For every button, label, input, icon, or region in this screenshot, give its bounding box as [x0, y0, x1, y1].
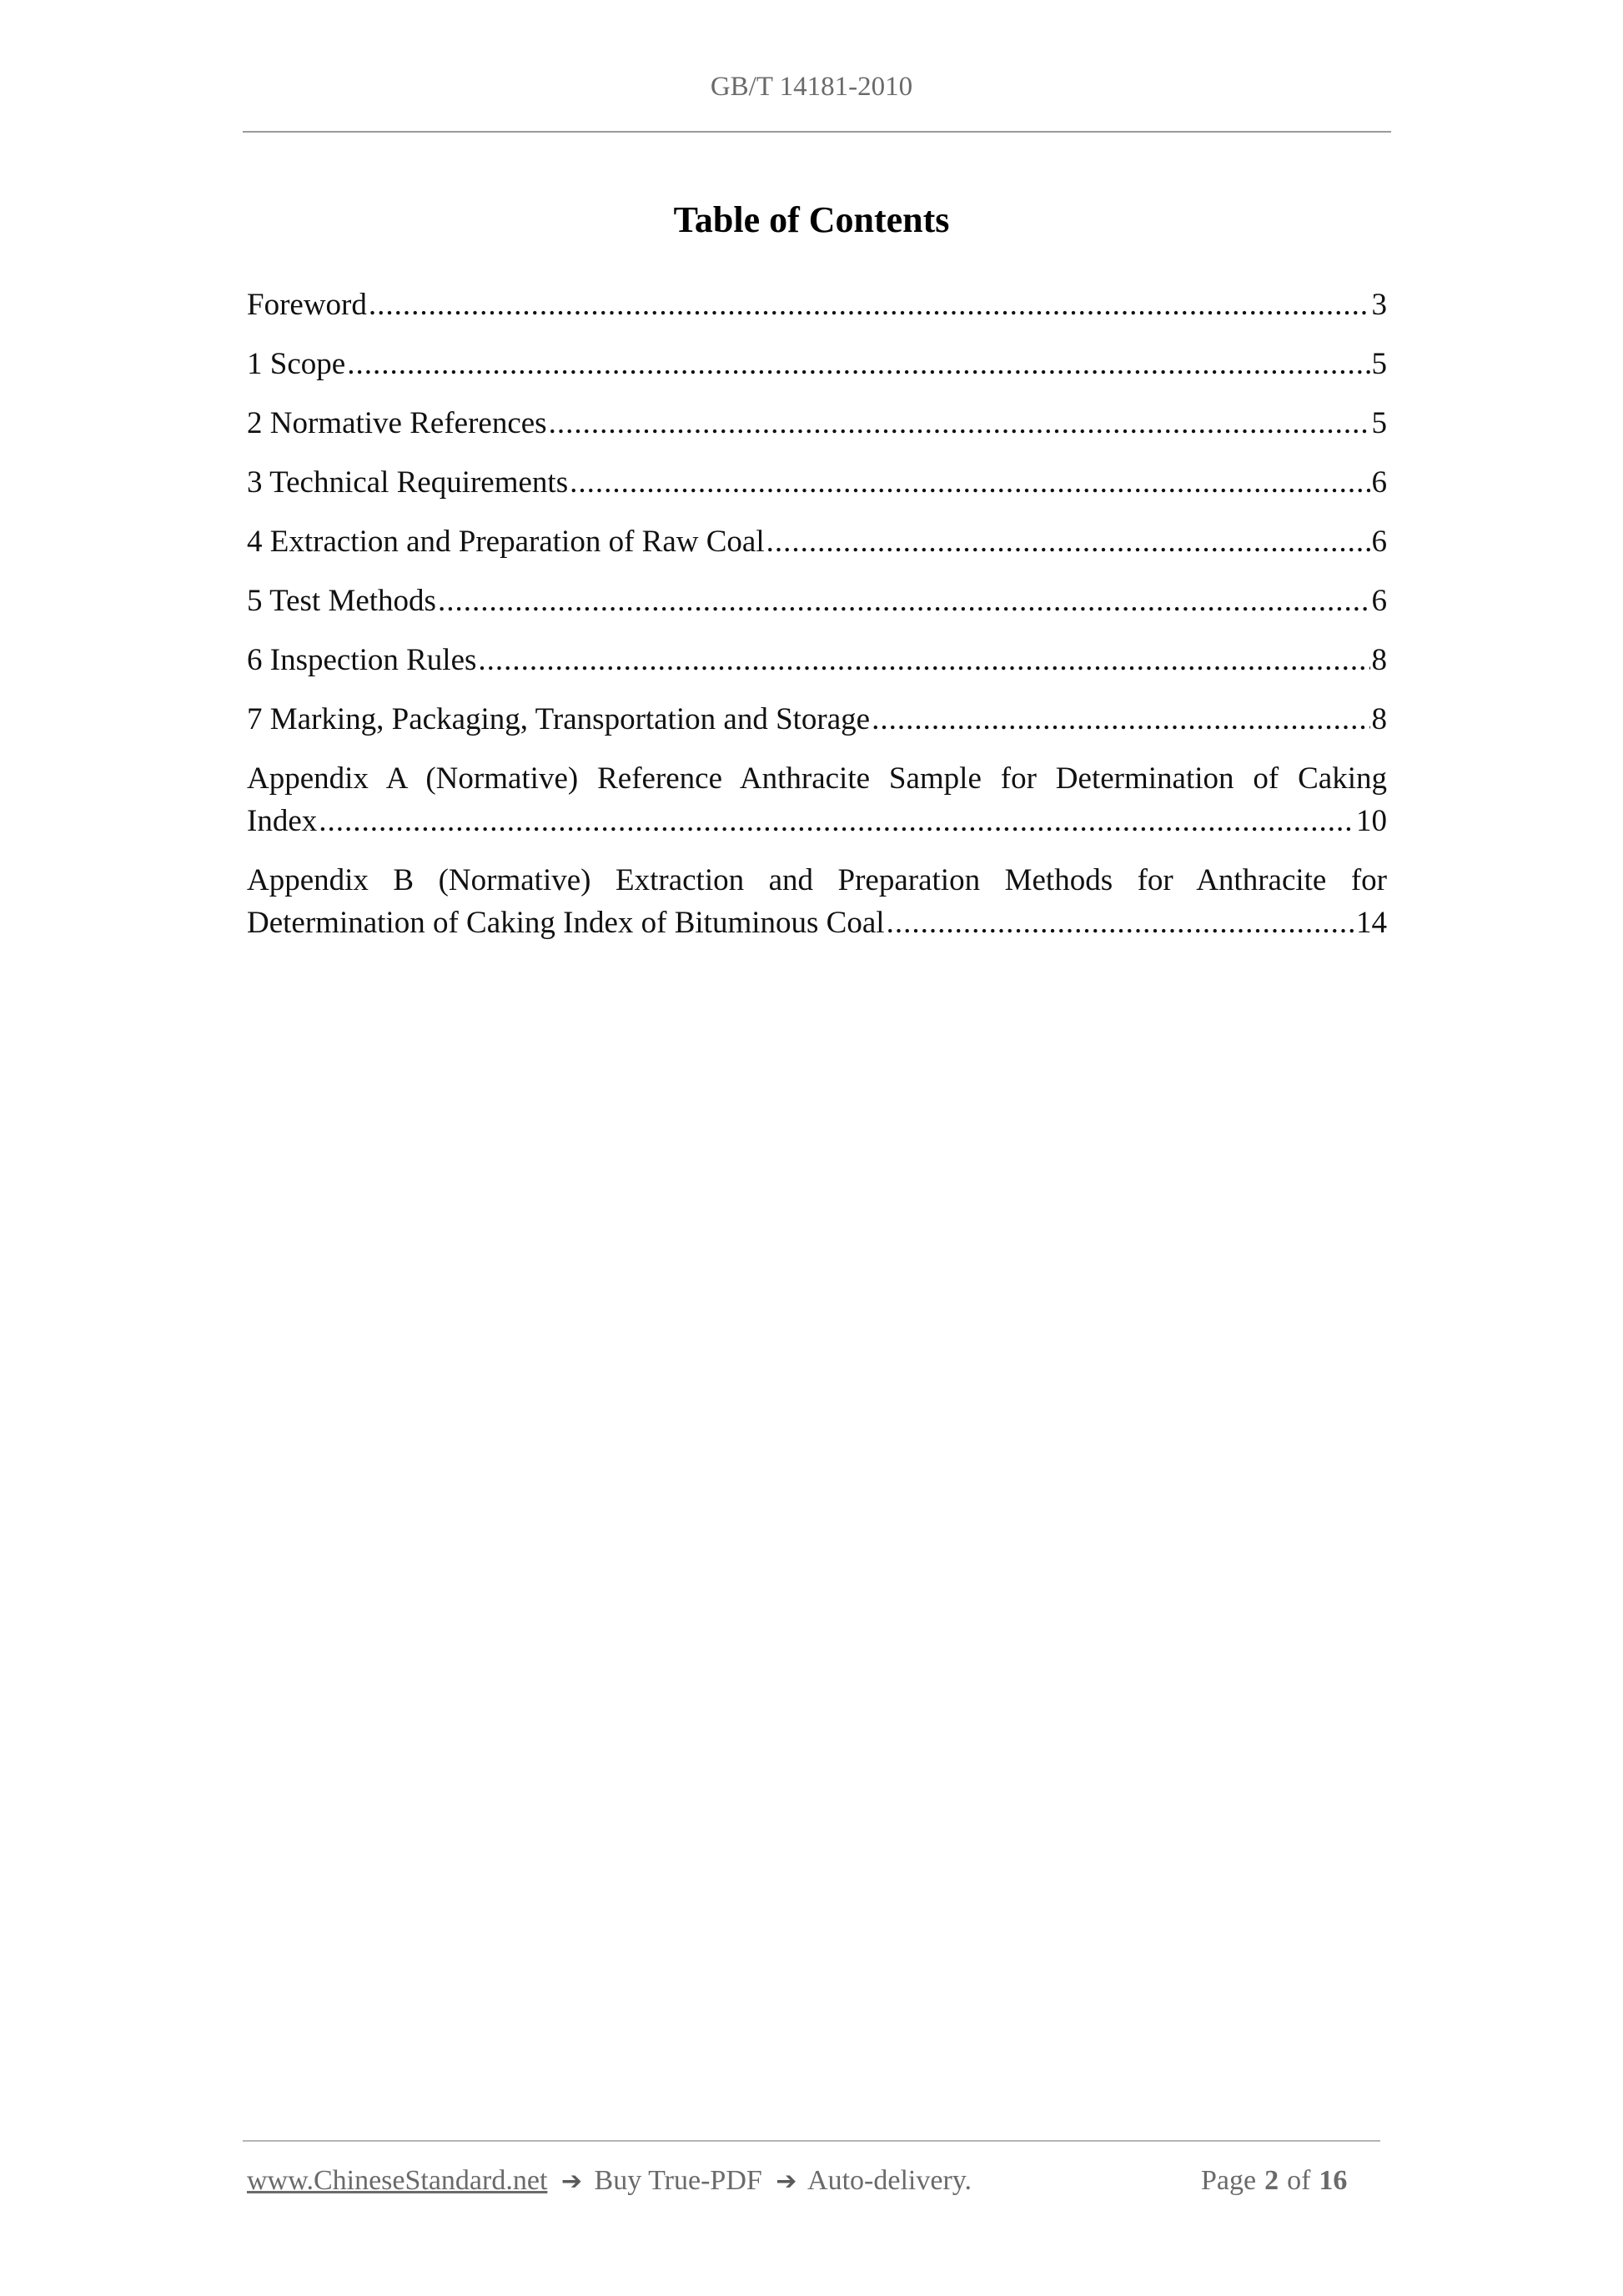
toc-title: Table of Contents [673, 199, 950, 240]
current-page-number: 2 [1264, 2165, 1279, 2196]
dot-leader [369, 284, 1370, 326]
toc-entry-title: 1 Scope [247, 347, 346, 381]
dot-leader [438, 580, 1370, 622]
dot-leader [887, 902, 1354, 944]
toc-entry-extraction-preparation[interactable] [247, 520, 1387, 563]
toc-entry-page: 3 [1371, 288, 1387, 322]
toc-entry-title: 2 Normative References [247, 406, 547, 440]
toc-entry-page: 6 [1371, 525, 1387, 559]
footer-links [247, 2167, 972, 2195]
toc-entry-page: 8 [1371, 702, 1387, 736]
toc-entry-technical-requirements[interactable] [247, 461, 1387, 504]
toc-entry-title-line1: Appendix B (Normative) Extraction and Preparation Methods for Anthracite for [247, 863, 1387, 897]
footer-divider [243, 2140, 1380, 2142]
toc-entry-appendix-b[interactable] [247, 859, 1387, 944]
toc-entry-page: 8 [1371, 643, 1387, 677]
dot-leader [319, 800, 1354, 842]
toc-entry-appendix-a[interactable] [247, 757, 1387, 842]
dot-leader [347, 343, 1369, 385]
right-arrow-icon: ➔ [560, 2167, 583, 2196]
toc-entry-title: 7 Marking, Packaging, Transportation and Storage [247, 702, 871, 736]
toc-entry-page: 6 [1371, 465, 1387, 500]
page-label: Page [1201, 2165, 1257, 2196]
toc-entry-page: 6 [1371, 584, 1387, 618]
toc-entry-foreword[interactable] [247, 284, 1387, 326]
toc-entry-title-line2: Index [247, 804, 318, 838]
page-of-label: of [1287, 2165, 1311, 2196]
right-arrow-icon: ➔ [776, 2167, 797, 2196]
toc-entry-page: 14 [1356, 906, 1387, 940]
auto-delivery-text: Auto-delivery. [807, 2165, 972, 2196]
toc-entry-test-methods[interactable] [247, 580, 1387, 622]
toc-entry-normative-references[interactable] [247, 402, 1387, 445]
buy-true-pdf-text: Buy True-PDF [594, 2165, 762, 2196]
page-indicator [1201, 2167, 1355, 2195]
toc-entry-inspection-rules[interactable] [247, 639, 1387, 681]
dot-leader [872, 698, 1369, 741]
dot-leader [570, 461, 1369, 504]
toc-entry-title-line1: Appendix A (Normative) Reference Anthracite Sample for Determination of Caking [247, 761, 1387, 796]
toc-entry-page: 5 [1371, 347, 1387, 381]
toc-entry-title: 3 Technical Requirements [247, 465, 569, 500]
header-doc-code: GB/T 14181-2010 [710, 72, 913, 102]
toc-entry-title: 4 Extraction and Preparation of Raw Coal [247, 525, 765, 559]
toc-entry-marking-packaging[interactable] [247, 698, 1387, 741]
dot-leader [549, 402, 1370, 445]
dot-leader [766, 520, 1370, 563]
toc-entry-title: Foreword [247, 288, 367, 322]
toc-entry-title: 5 Test Methods [247, 584, 436, 618]
toc-entry-title: 6 Inspection Rules [247, 643, 477, 677]
toc-entry-page: 5 [1371, 406, 1387, 440]
dot-leader [478, 639, 1369, 681]
toc-entry-title-line2: Determination of Caking Index of Bituminous Coal [247, 906, 885, 940]
toc-entry-page: 10 [1356, 804, 1387, 838]
website-link[interactable]: www.ChineseStandard.net [247, 2165, 548, 2196]
toc-entry-scope[interactable] [247, 343, 1387, 385]
total-pages-number: 16 [1319, 2165, 1348, 2196]
header-divider [243, 131, 1391, 133]
